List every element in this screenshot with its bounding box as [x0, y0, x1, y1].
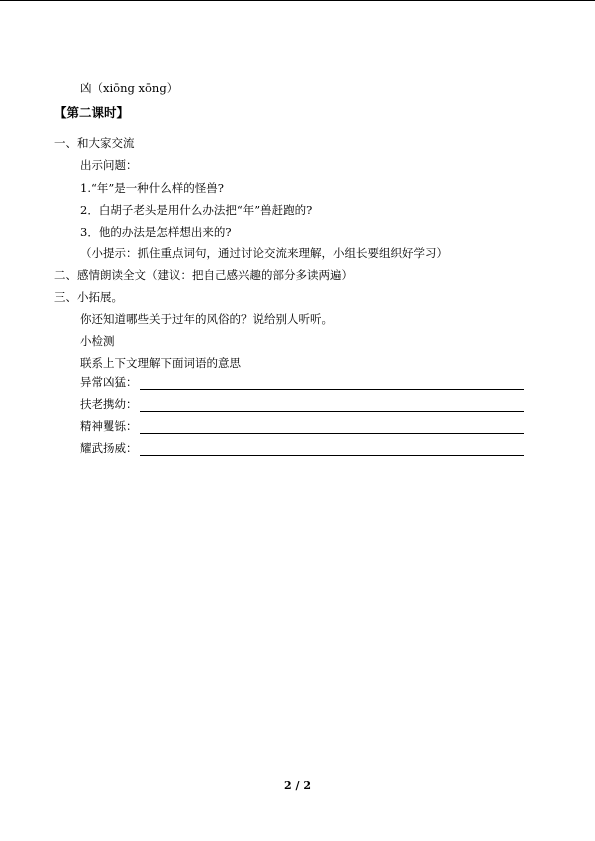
- answer-line[interactable]: [140, 377, 525, 390]
- quiz-item-3: [80, 418, 524, 434]
- section-1-intro: 出示问题：: [80, 158, 138, 172]
- quiz-item-1: [80, 374, 524, 390]
- quiz-item-label: 异常凶猛：: [80, 375, 138, 389]
- quiz-title: 小检测: [80, 334, 115, 348]
- lesson-title: 【第二课时】: [54, 105, 130, 120]
- section-2-heading: 二、感情朗读全文（建议：把自己感兴趣的部分多读两遍）: [54, 268, 353, 282]
- answer-line[interactable]: [140, 421, 525, 434]
- answer-line[interactable]: [140, 443, 525, 456]
- quiz-instruction: 联系上下文理解下面词语的意思: [80, 356, 241, 370]
- quiz-item-label: 耀武扬威：: [80, 441, 138, 455]
- section-3-prompt: 你还知道哪些关于过年的风俗的？说给别人听听。: [80, 312, 333, 326]
- header-rule: [0, 0, 595, 1]
- quiz-item-label: 扶老携幼：: [80, 397, 138, 411]
- page-number: 2 / 2: [284, 779, 311, 792]
- section-1-heading: 一、和大家交流: [54, 136, 135, 150]
- section-1-tip: （小提示：抓住重点词句，通过讨论交流来理解，小组长要组织好学习）: [80, 246, 448, 260]
- answer-line[interactable]: [140, 399, 525, 412]
- question-2: 2．白胡子老头是用什么办法把“年”兽赶跑的?: [80, 203, 313, 217]
- quiz-item-2: [80, 396, 524, 412]
- pinyin-line: 凶（xiōng xōng）: [80, 81, 179, 95]
- quiz-item-4: [80, 440, 524, 456]
- section-3-heading: 三、小拓展。: [54, 290, 123, 304]
- quiz-item-label: 精神矍铄：: [80, 419, 138, 433]
- question-3: 3．他的办法是怎样想出来的?: [80, 225, 232, 239]
- question-1: 1.“年”是一种什么样的怪兽?: [80, 181, 224, 195]
